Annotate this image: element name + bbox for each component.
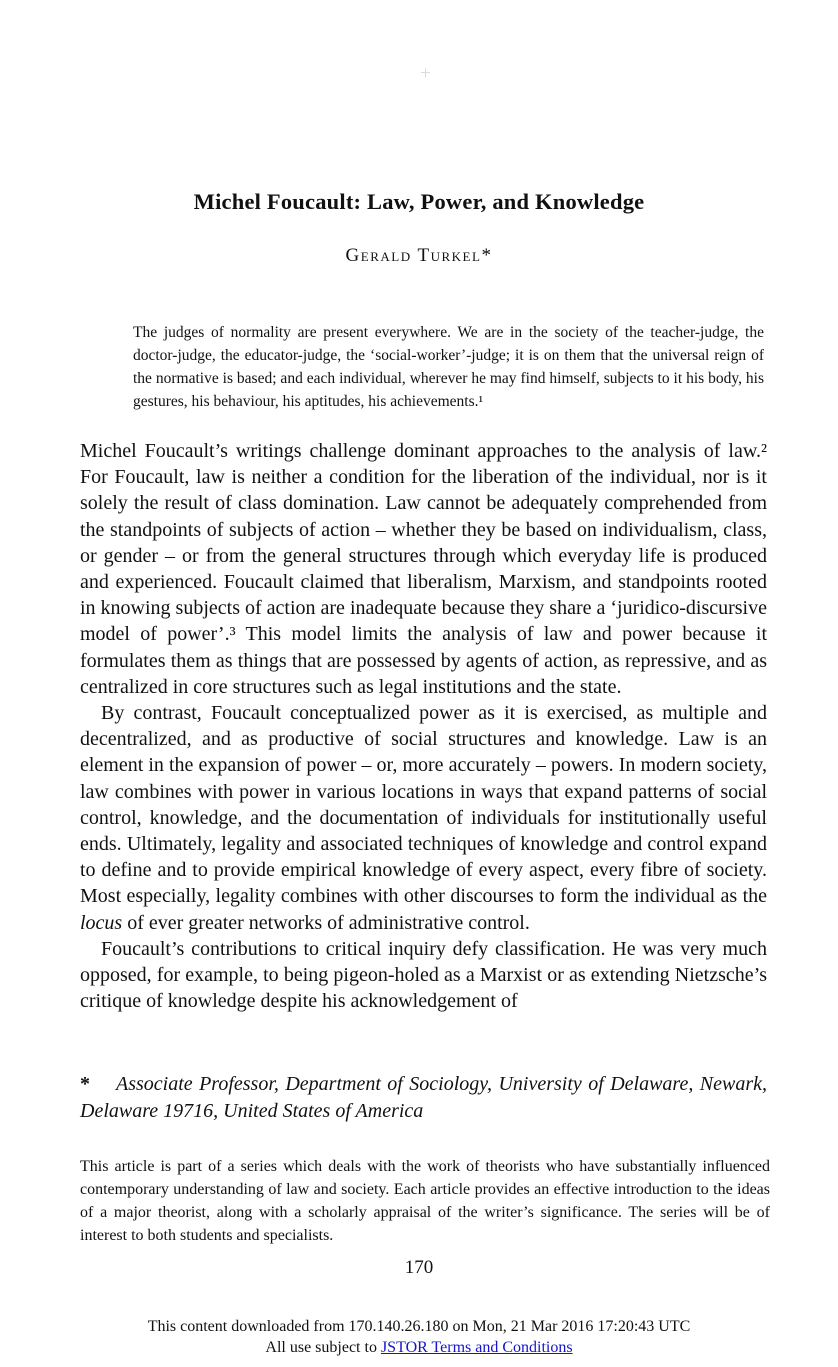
author-name: Gerald Turkel* [345,245,493,266]
epigraph-quote: The judges of normality are present everywhere. We are in the society of the teacher-judge, the doctor-judge, the educator-judge, the ‘social-worker’-judge; it is on them that the universal reign of the normative is based; and each individual, wherever he may find himself, subjects to it his body, his gestures, his behaviour, his aptitudes, his achievements.¹ [133,324,764,410]
terms-line [0,1338,838,1359]
author-affiliation-note [80,1071,767,1125]
article-title: Michel Foucault: Law, Power, and Knowledge [193,189,645,214]
article-body [80,438,767,1014]
page-number: 170 [404,1257,434,1278]
scan-artifact [421,68,430,77]
body-paragraph: By contrast, Foucault conceptualized power as it is exercised, as multiple and decentralized, and as productive of social structures and knowledge. Law is an element in the expansion of power – or, more accurately – powers. In modern society, law combines with power in various locations in ways that expand patterns of social control, knowledge, and the documentation of individuals for institutionally useful ends. Ultimately, legality and associated techniques of knowledge and control expand to define and to provide empirical knowledge of every aspect, every fibre of society. Most especially, legality combines with other discourses to form the individual as the locus of ever greater networks of administrative control. [80,702,767,934]
terms-prefix: All use subject to [265,1338,381,1356]
series-note: This article is part of a series which deals with the work of theorists who have substantially influenced contemporary understanding of law and society. Each article provides an effective introduction to the ideas of a major theorist, along with a scholarly appraisal of the writer’s significance. The series will be of interest to both students and specialists. [80,1158,770,1244]
jstor-terms-link[interactable]: JSTOR Terms and Conditions [380,1338,573,1356]
affiliation-text: Associate Professor, Department of Sociology, University of Delaware, Newark, Delaware 19716, United States of America [80,1073,767,1122]
footnote-asterisk: * [80,1073,90,1095]
jstor-footer [0,1317,838,1358]
body-paragraph: Michel Foucault’s writings challenge dominant approaches to the analysis of law.² For Foucault, law is neither a condition for the liberation of the individual, nor is it solely the result of class domination. Law cannot be adequately comprehended from the standpoints of subjects of action – whether they be based on individualism, class, or gender – or from the general structures through which everyday life is produced and experienced. Foucault claimed that liberalism, Marxism, and standpoints rooted in knowing subjects of action are inadequate because they share a ‘juridico-discursive model of power’.³ This model limits the analysis of law and power because it formulates them as things that are possessed by agents of action, as repressive, and as centralized in core structures such as legal institutions and the state. [80,440,767,698]
download-stamp: This content downloaded from 170.140.26.180 on Mon, 21 Mar 2016 17:20:43 UTC [147,1318,691,1335]
body-paragraph: Foucault’s contributions to critical inquiry defy classification. He was very much opposed, for example, to being pigeon-holed as a Marxist or as extending Nietzsche’s critique of knowledge despite his acknowledgement of [80,937,767,1013]
